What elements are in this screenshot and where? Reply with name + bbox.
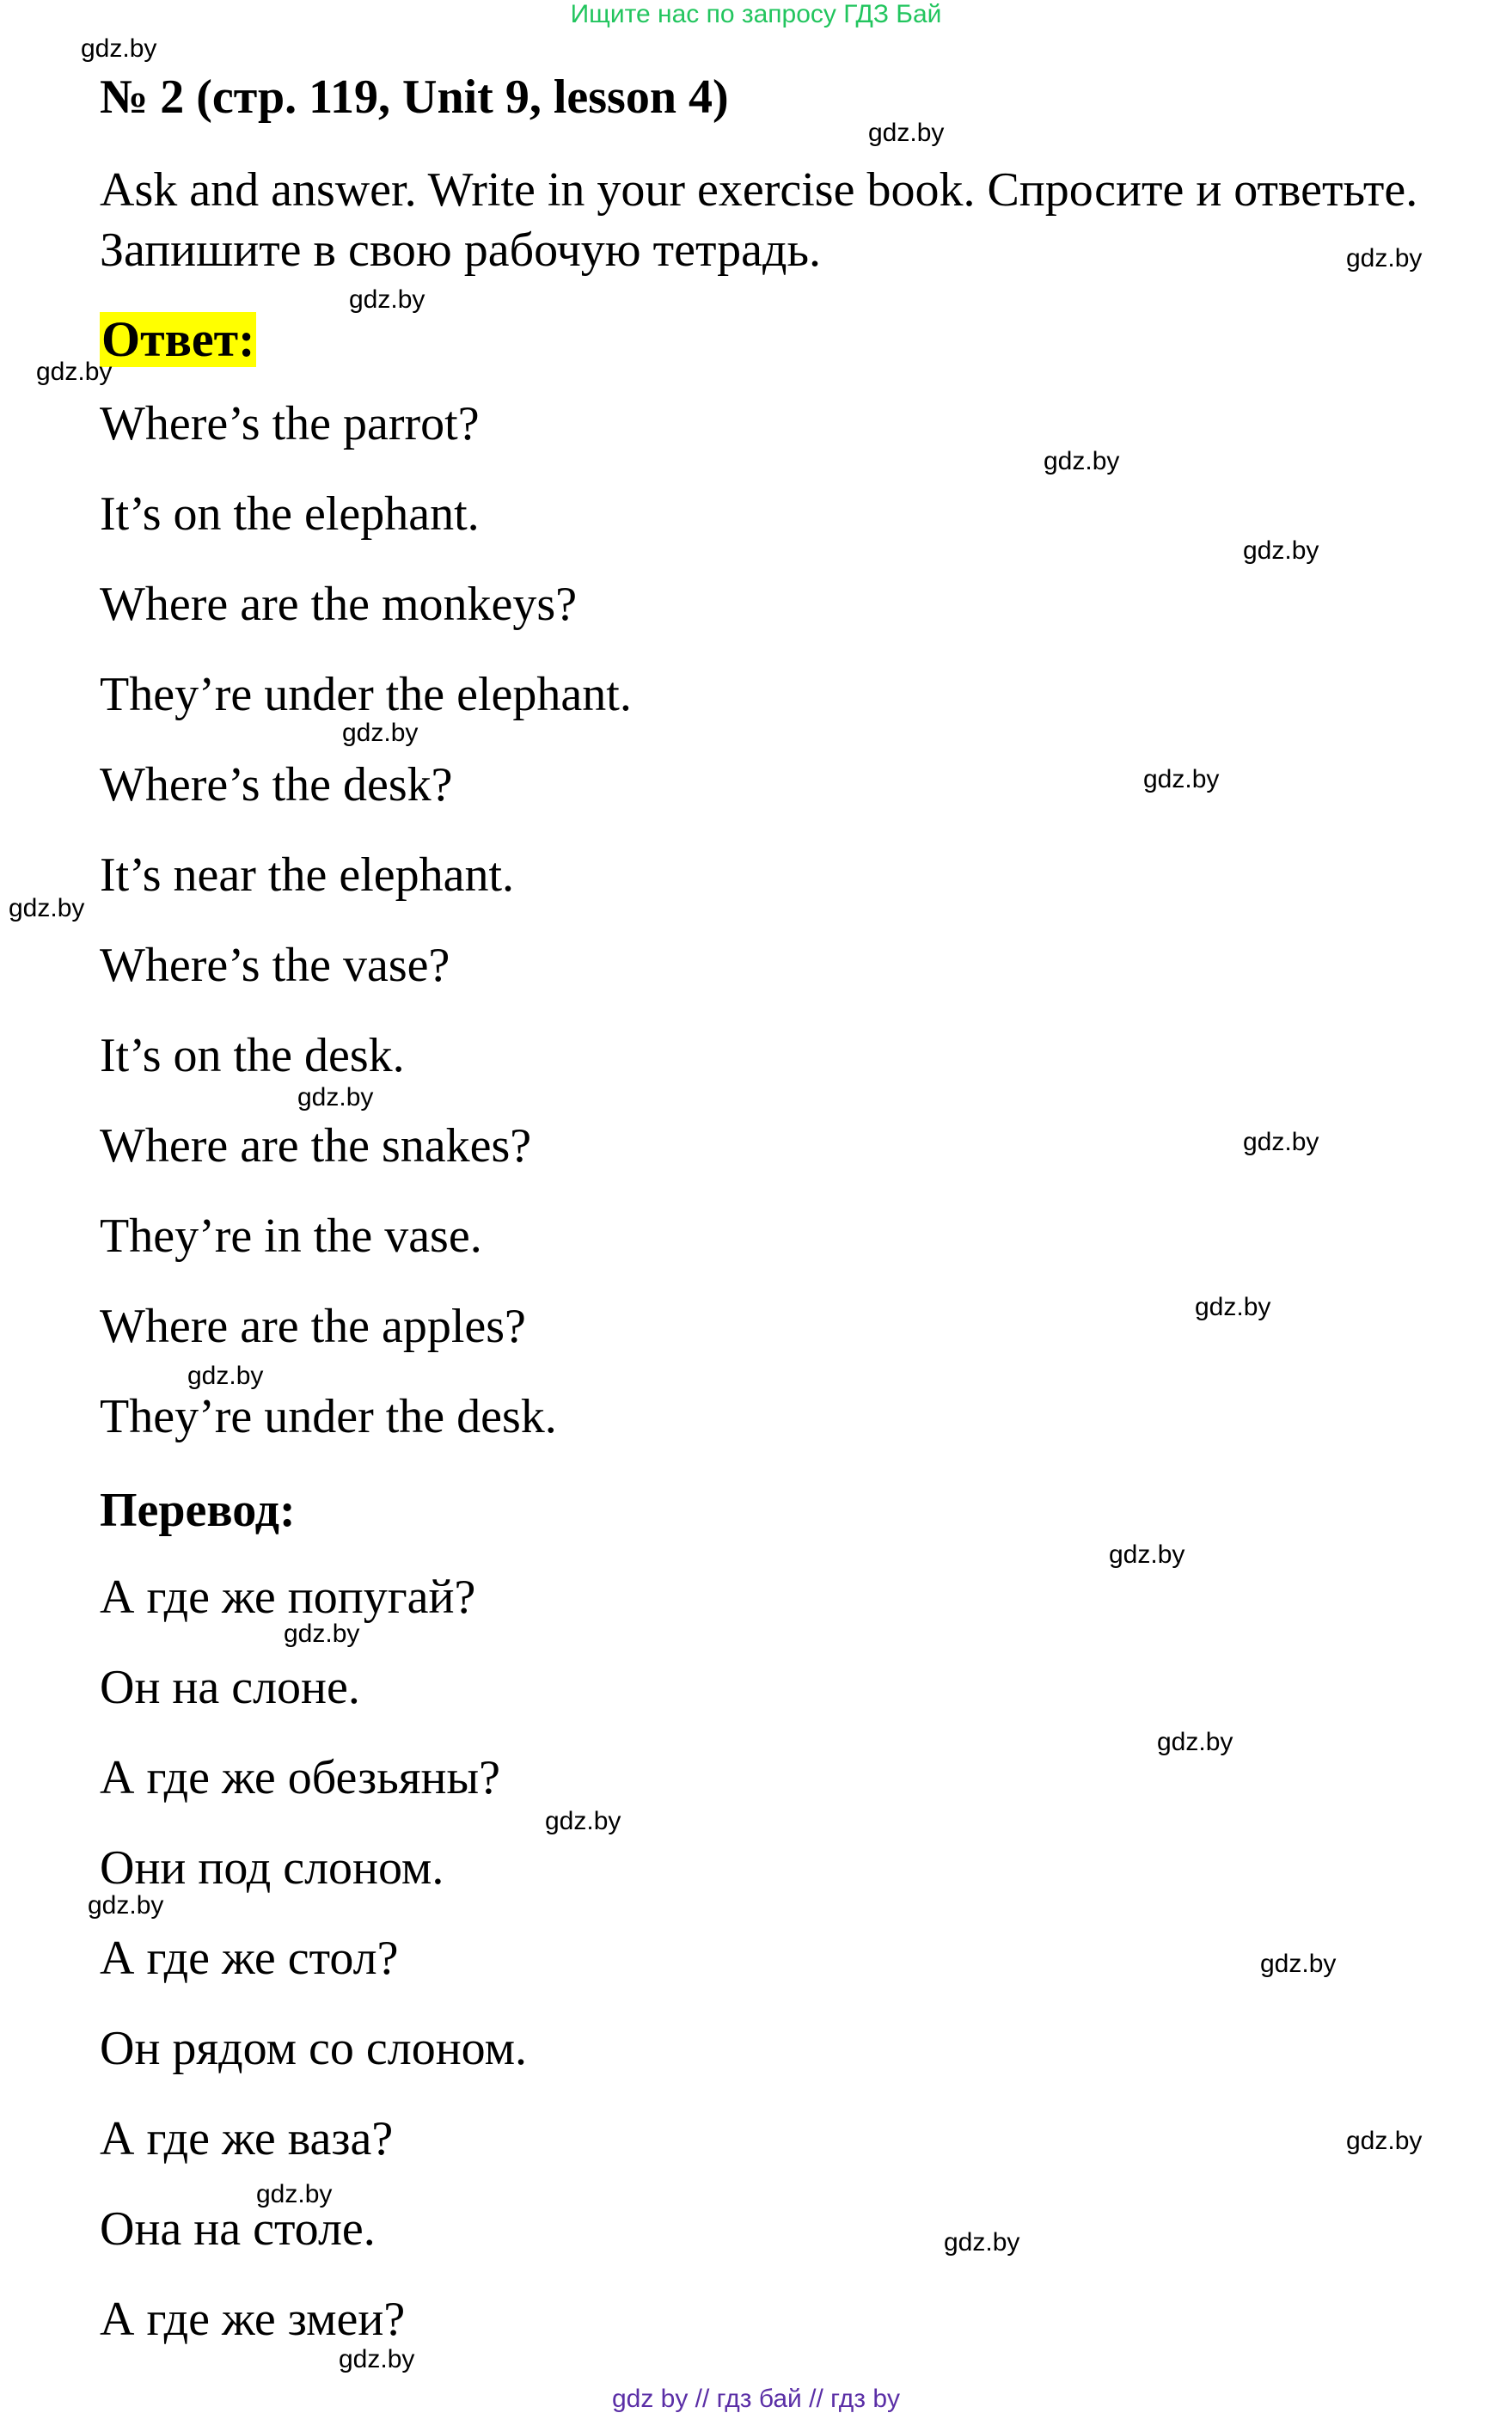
watermark: gdz.by bbox=[342, 719, 419, 747]
watermark: gdz.by bbox=[1143, 765, 1220, 793]
watermark: gdz.by bbox=[1346, 2127, 1423, 2155]
answer-line: Where are the apples? bbox=[100, 1300, 526, 1353]
watermark: gdz.by bbox=[349, 285, 425, 314]
translation-line: Они под слоном. bbox=[100, 1841, 444, 1895]
translation-line: Она на столе. bbox=[100, 2202, 376, 2256]
instruction-line-2: Запишите в свою рабочую тетрадь. bbox=[100, 224, 821, 277]
watermark: gdz.by bbox=[1243, 1128, 1319, 1156]
answer-line: Where’s the desk? bbox=[100, 758, 453, 811]
watermark: gdz.by bbox=[256, 2180, 333, 2208]
watermark: gdz.by bbox=[1243, 536, 1319, 565]
watermark: gdz.by bbox=[284, 1620, 360, 1648]
translation-line: А где же стол? bbox=[100, 1932, 399, 1985]
watermark: gdz.by bbox=[868, 119, 945, 147]
answer-line: Where are the monkeys? bbox=[100, 578, 578, 631]
watermark: gdz.by bbox=[187, 1362, 264, 1390]
watermark: gdz.by bbox=[1044, 447, 1120, 475]
watermark: gdz.by bbox=[297, 1083, 374, 1112]
watermark: gdz.by bbox=[81, 34, 157, 63]
answer-line: It’s on the desk. bbox=[100, 1029, 405, 1082]
instruction bbox=[100, 160, 1417, 280]
translation-line: А где же обезьяны? bbox=[100, 1751, 500, 1804]
watermark: gdz.by bbox=[1157, 1728, 1233, 1756]
answer-line: They’re in the vase. bbox=[100, 1210, 482, 1263]
watermark: gdz.by bbox=[36, 358, 113, 386]
watermark: gdz.by bbox=[1260, 1950, 1337, 1978]
answer-heading: Ответ: bbox=[101, 311, 255, 367]
answer-line: They’re under the elephant. bbox=[100, 668, 632, 721]
answer-line: Where’s the vase? bbox=[100, 939, 450, 992]
top-banner: Ищите нас по запросу ГДЗ Бай bbox=[570, 0, 942, 28]
watermark: gdz.by bbox=[545, 1807, 621, 1835]
watermark: gdz.by bbox=[1195, 1293, 1271, 1321]
footer-links: gdz by // гдз бай // гдз by bbox=[611, 2385, 901, 2413]
instruction-line-1: Ask and answer. Write in your exercise book. Спросите и ответьте. bbox=[100, 163, 1418, 217]
translation-line: Он рядом со слоном. bbox=[100, 2022, 528, 2075]
watermark: gdz.by bbox=[88, 1891, 164, 1920]
answer-line: It’s on the elephant. bbox=[100, 487, 480, 541]
exercise-title: № 2 (стр. 119, Unit 9, lesson 4) bbox=[100, 70, 729, 124]
watermark: gdz.by bbox=[339, 2345, 415, 2373]
answer-line: Where’s the parrot? bbox=[100, 397, 480, 450]
answer-line: It’s near the elephant. bbox=[100, 848, 515, 902]
translation-line: А где же попугай? bbox=[100, 1571, 476, 1624]
answer-line: They’re under the desk. bbox=[100, 1390, 557, 1443]
translation-line: Он на слоне. bbox=[100, 1661, 360, 1714]
watermark: gdz.by bbox=[1109, 1540, 1185, 1569]
watermark: gdz.by bbox=[1346, 244, 1423, 273]
translation-heading: Перевод: bbox=[100, 1484, 296, 1537]
translation-line: А где же ваза? bbox=[100, 2112, 394, 2165]
watermark: gdz.by bbox=[9, 894, 85, 922]
watermark: gdz.by bbox=[944, 2228, 1020, 2257]
answer-line: Where are the snakes? bbox=[100, 1119, 532, 1173]
translation-line: А где же змеи? bbox=[100, 2293, 406, 2346]
